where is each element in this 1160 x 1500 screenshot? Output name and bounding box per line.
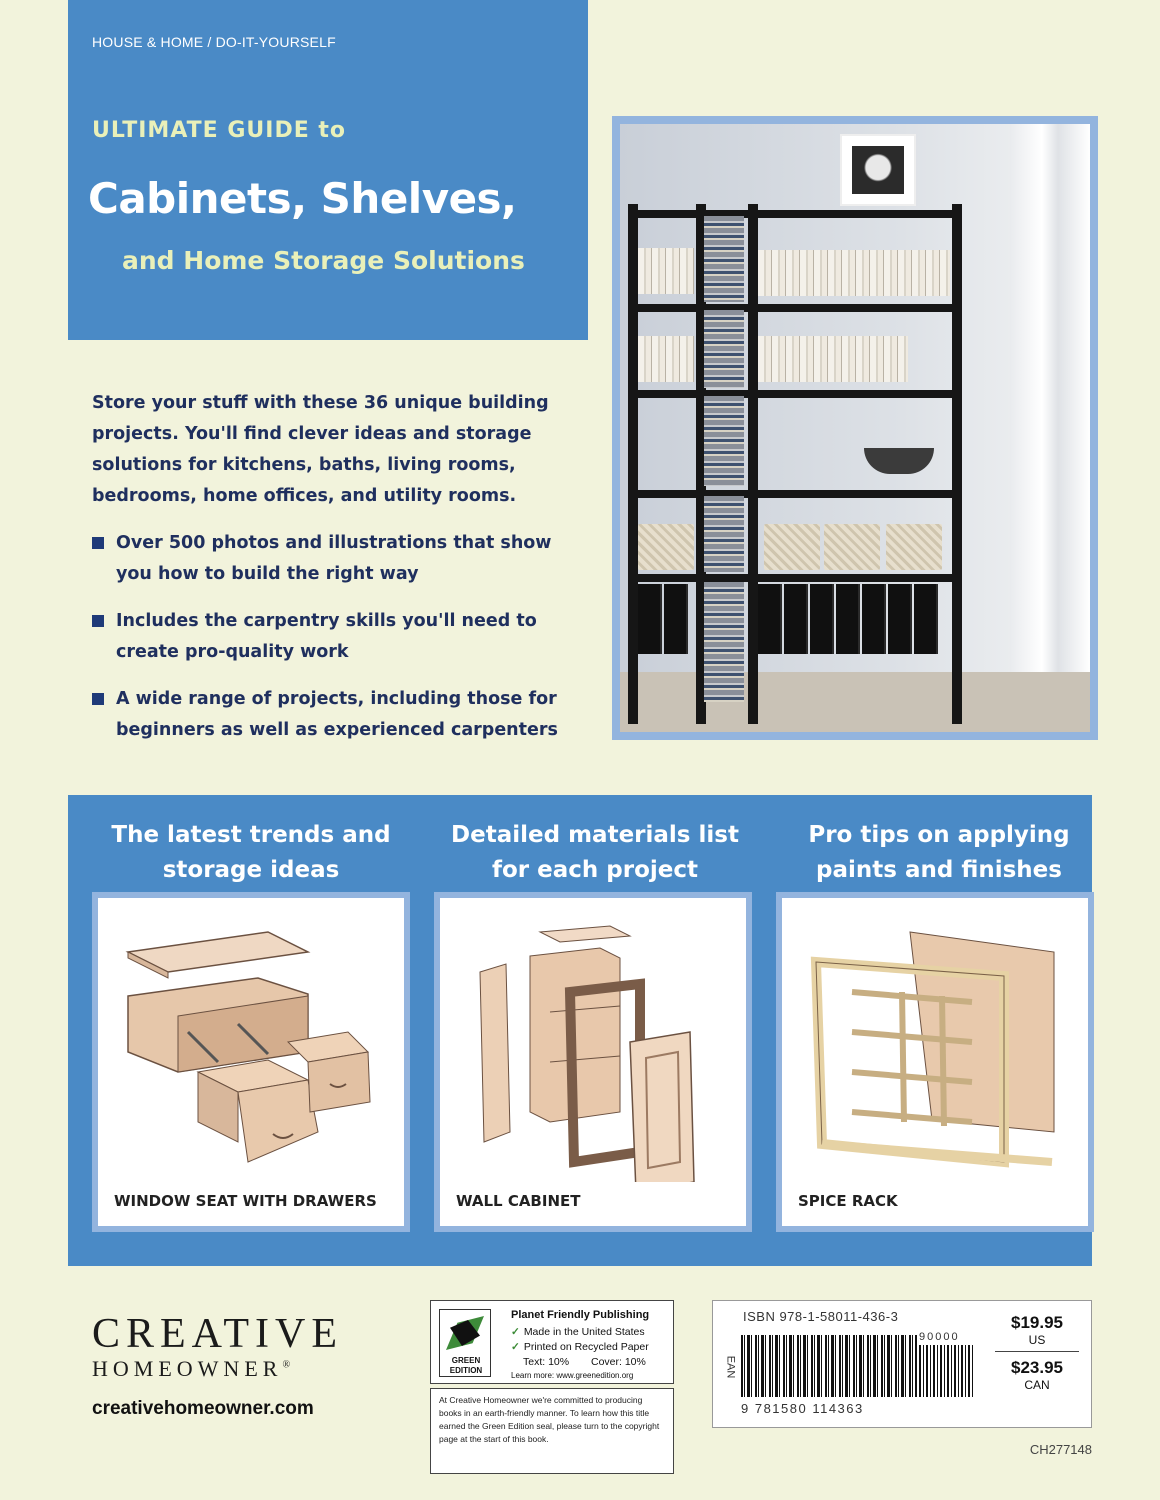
wall-cabinet-illustration	[450, 912, 740, 1182]
product-code: CH277148	[1029, 1442, 1092, 1457]
green-learn-more: Learn more: www.greenedition.org	[511, 1371, 634, 1380]
publisher-website: creativehomeowner.com	[92, 1398, 314, 1419]
bullet-item: Includes the carpentry skills you'll need to create pro-quality work	[92, 606, 592, 668]
book-title: Cabinets, Shelves,	[88, 174, 517, 223]
bullet-square-icon	[92, 693, 104, 705]
green-item: ✓ Made in the United States	[511, 1326, 645, 1338]
spice-rack-illustration	[792, 912, 1082, 1182]
title-prefix: ULTIMATE GUIDE to	[92, 118, 347, 143]
book-subtitle: and Home Storage Solutions	[122, 246, 525, 275]
green-edition-seal-icon: GREEN EDITION	[439, 1309, 491, 1377]
barcode	[741, 1335, 917, 1397]
card-caption: WINDOW SEAT WITH DRAWERS	[114, 1192, 377, 1210]
ean-label: EAN	[724, 1355, 737, 1379]
feature-heading-1: The latest trends and storage ideas	[111, 822, 391, 883]
feature-heading-3: Pro tips on applying paints and finishes	[808, 822, 1070, 883]
price-can: $23.95	[1011, 1358, 1063, 1377]
spice-rack-card	[776, 892, 1094, 1232]
check-icon: ✓	[511, 1341, 520, 1353]
barcode-addon: 90000	[919, 1331, 960, 1343]
cover-photo-frame	[612, 116, 1098, 740]
card-caption: WALL CABINET	[456, 1192, 581, 1210]
framed-art	[840, 134, 916, 206]
green-title: Planet Friendly Publishing	[511, 1309, 650, 1321]
barcode-box	[712, 1300, 1092, 1428]
green-edition-box	[430, 1300, 674, 1384]
feature-heading-2: Detailed materials list for each project	[451, 822, 739, 883]
isbn: ISBN 978-1-58011-436-3	[743, 1309, 899, 1324]
bookshelf-photo	[620, 124, 1090, 732]
barcode-digits: 9 781580 114363	[741, 1401, 864, 1416]
feature-bullets	[92, 528, 592, 762]
card-caption: SPICE RACK	[798, 1192, 898, 1210]
bullet-square-icon	[92, 615, 104, 627]
price-block: $19.95 US $23.95 CAN	[995, 1313, 1079, 1392]
intro-text: Store your stuff with these 36 unique building projects. You'll find clever ideas and storage solutions for kitchens, baths, living rooms, bedrooms, home offices, and utility rooms.	[92, 393, 549, 506]
price-us: $19.95	[1011, 1313, 1063, 1332]
green-text-pct: Text: 10%	[523, 1356, 570, 1368]
bullet-square-icon	[92, 537, 104, 549]
window-seat-illustration	[108, 912, 398, 1182]
title-panel	[68, 0, 588, 340]
wall-cabinet-card	[434, 892, 752, 1232]
shelf-unit	[628, 204, 968, 724]
green-item: ✓ Printed on Recycled Paper	[511, 1341, 649, 1353]
window-seat-card	[92, 892, 410, 1232]
green-cover-pct: Cover: 10%	[591, 1356, 646, 1368]
bullet-item: A wide range of projects, including those for beginners as well as experienced carpenters	[92, 684, 592, 746]
check-icon: ✓	[511, 1326, 520, 1338]
addon-barcode	[919, 1345, 973, 1397]
publisher-logo: CREATIVE HOMEOWNER®	[92, 1311, 343, 1381]
green-commitment-text: At Creative Homeowner we're committed to producing books in an earth-friendly manner. To learn how this title earned the Green Edition seal, please turn to the copyright page at the start of this book.	[430, 1388, 674, 1474]
bullet-item: Over 500 photos and illustrations that show you how to build the right way	[92, 528, 592, 590]
category-label: HOUSE & HOME / DO-IT-YOURSELF	[92, 34, 336, 50]
